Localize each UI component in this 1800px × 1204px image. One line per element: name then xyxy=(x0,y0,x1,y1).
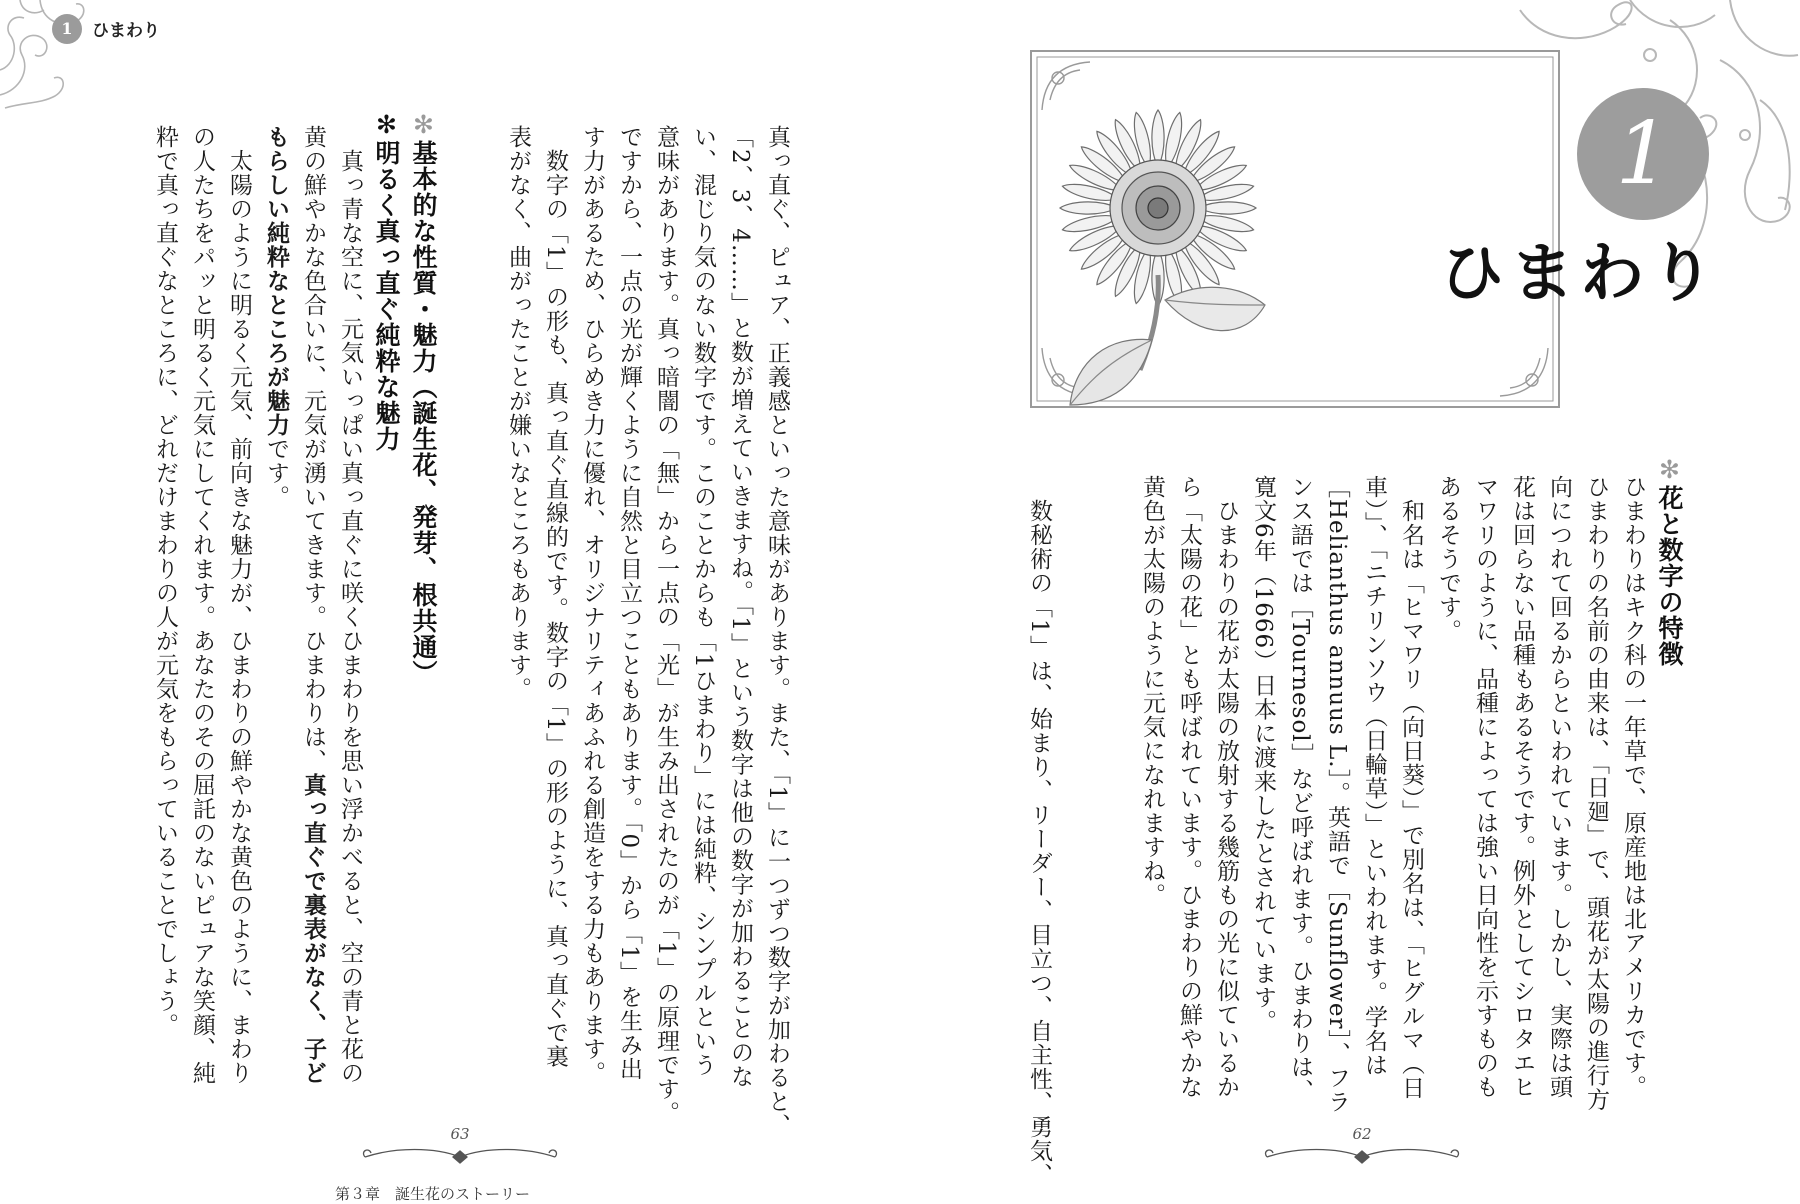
page-number-right: 62 xyxy=(1352,1125,1372,1143)
text-line: 「2、3、4……」と数が増えていきますね。「1」という数字は他の数字が加わることのな xyxy=(727,125,753,1089)
flower-bullet-icon: ✻ xyxy=(1655,455,1684,485)
sunflower-petal xyxy=(1198,202,1256,214)
text-line: 向につれて回るからといわれています。しかし、実際は頭 xyxy=(1546,475,1572,1099)
text-line: あるそうです。 xyxy=(1435,475,1461,643)
text-line: 和名は「ヒマワリ（向日葵）」で別名は、「ヒグルマ（日 xyxy=(1398,475,1424,1100)
subsection-heading xyxy=(368,110,405,452)
text-line: ひまわりの名前の由来は、「日廻」で、頭花が太陽の進行方 xyxy=(1583,475,1609,1112)
body-text-left-page-bottom xyxy=(146,125,368,1085)
subsection-heading-text: 明るく真っ直ぐ純粋な魅力 xyxy=(372,140,401,452)
clover-bullet-icon: ✻ xyxy=(372,110,401,140)
text-line: 粋で真っ直ぐなところに、どれだけまわりの人が元気をもらっていることでしょう。 xyxy=(152,125,178,1037)
emphasis-text: もらしい純粋なところが魅力 xyxy=(263,125,289,437)
emphasis-text: 真っ直ぐで裏表がなく、子ど xyxy=(300,773,326,1085)
text-line: 黄色が太陽のように元気になれますね。 xyxy=(1139,475,1165,907)
body-text-left-page-top xyxy=(499,125,795,1137)
text-line: 意味があります。真っ暗闇の「無」から一点の「光」が生み出されたのが「1」の原理です。 xyxy=(653,125,679,1125)
text-line: 数秘術の「1」は、始まり、リーダー、目立つ、自主性、勇気、 xyxy=(1026,475,1052,1187)
sunflower-petal xyxy=(1060,202,1118,214)
sunflower-illustration xyxy=(1040,100,1290,460)
text-line: ンス語では［Tournesol］など呼ばれます。ひまわりは、 xyxy=(1287,475,1313,1103)
text-line: マワリのように、品種によっては強い日向性を示すものも xyxy=(1472,475,1498,1099)
text-line: 寛文6年（1666）日本に渡来したとされています。 xyxy=(1250,475,1276,1034)
text-line: 真っ直ぐ、ピュア、正義感といった意味があります。また、「1」に一つずつ数字が加わると、 xyxy=(764,125,790,1138)
section-heading-text: 花と数字の特徴 xyxy=(1655,485,1684,667)
text-line: い、混じり気のない数字です。このことからも「1ひまわり」には純粋、シンプルという xyxy=(690,125,716,1077)
text-line: 表がなく、曲がったことが嫌いなところもあります。 xyxy=(505,125,531,701)
text-line: ですから、一点の光が輝くように自然と目立つこともあります。「0」から「1」を生み出 xyxy=(616,125,642,1081)
text-line: 数字の「1」の形も、真っ直ぐ直線的です。数字の「1」の形のように、真っ直ぐで裏 xyxy=(542,125,568,1069)
text-line: の人たちをパッと明るく元気にしてくれます。あなたのその屈託のないピュアな笑顔、純 xyxy=(189,125,215,1085)
flower-title: ひまわり xyxy=(1440,236,1720,311)
text-line: 太陽のように明るく元気、前向きな魅力が、ひまわりの鮮やかな黄色のように、まわり xyxy=(226,125,252,1085)
text-line: ひまわりの花が太陽の放射する幾筋もの光に似ているか xyxy=(1213,475,1239,1099)
text-line: ［Helianthus annuus L.］。英語で［Sunflower］、フラ xyxy=(1324,475,1350,1114)
chapter-number-badge: 1 xyxy=(52,14,82,44)
flower-bullet-icon: ✻ xyxy=(409,110,438,140)
section-heading-text: 基本的な性質・魅力（誕生花、発芽、根共通） xyxy=(409,140,438,686)
text-run: です。 xyxy=(263,437,289,509)
page-number-left: 63 xyxy=(450,1125,470,1143)
text-line: ら「太陽の花」とも呼ばれています。ひまわりの鮮やかな xyxy=(1176,475,1202,1099)
section-heading-basic-nature xyxy=(405,110,442,686)
text-line xyxy=(294,125,331,1085)
text-line xyxy=(257,125,294,1085)
text-line: 花は回らない品種もあるそうです。例外としてシロタエヒ xyxy=(1509,475,1535,1099)
sunflower-petal xyxy=(1152,110,1164,168)
text-line: す力があるため、ひらめき力に優れ、オリジナリティあふれる創造をする力もあります。 xyxy=(579,125,605,1085)
body-text-right-page-last-line xyxy=(1020,475,1057,1187)
text-line: ひまわりはキク科の一年草で、原産地は北アメリカです。 xyxy=(1620,475,1646,1099)
running-header-title: ひまわり xyxy=(92,21,160,41)
flower-number-circle: 1 xyxy=(1577,88,1709,220)
section-heading-flower-numbers xyxy=(1651,455,1688,667)
text-line: 車）」、「ニチリンソウ（日輪草）」といわれます。学名は xyxy=(1361,475,1387,1077)
footer-ornament-left xyxy=(355,1143,565,1169)
footer-ornament-right xyxy=(1257,1143,1467,1169)
text-run: 黄の鮮やかな色合いに、元気が湧いてきます。ひまわりは、 xyxy=(300,125,326,773)
body-text-right-page xyxy=(1133,475,1651,1114)
text-line: 真っ青な空に、元気いっぱい真っ直ぐに咲くひまわりを思い浮かべると、空の青と花の xyxy=(337,125,363,1085)
chapter-footer: 第３章 誕生花のストーリー xyxy=(335,1185,531,1203)
